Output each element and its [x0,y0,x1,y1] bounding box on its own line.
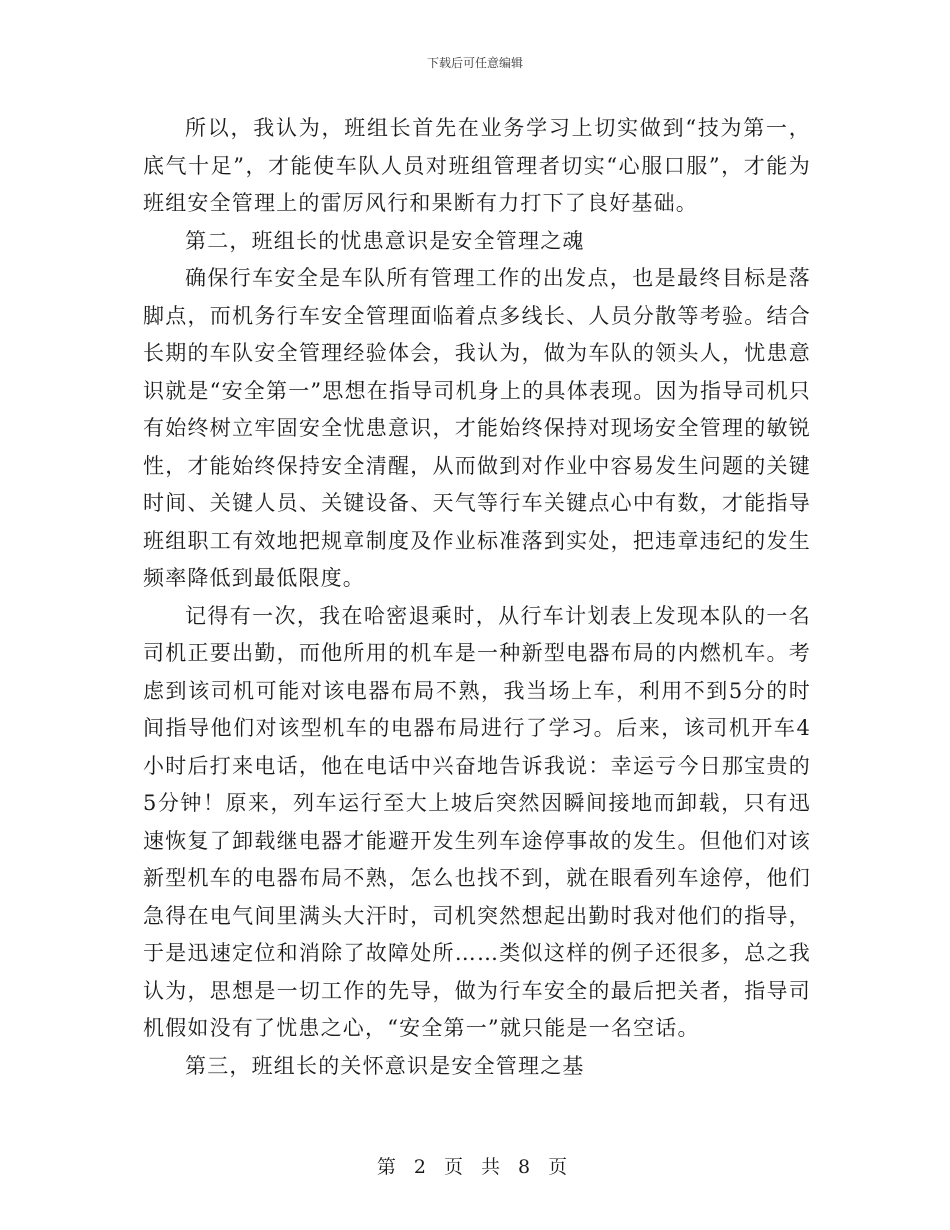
page-footer: 第 2 页 共 8 页 [376,1156,574,1178]
document-body [143,110,811,1085]
paragraph-conclusion: 所以，我认为，班组长首先在业务学习上切实做到“技为第一，底气十足”，才能使车队人员对班组管理者切实“心服口服”，才能为班组安全管理上的雷厉风行和果断有力打下了良好基础。 [143,116,811,215]
paragraph-safety-awareness: 确保行车安全是车队所有管理工作的出发点，也是最终目标是落脚点，而机务行车安全管理面临着点多线长、人员分散等考验。结合长期的车队安全管理经验体会，我认为，做为车队的领头人，忧患意识就是“安全第一”思想在指导司机身上的具体表现。因为指导司机只有始终树立牢固安全忧患意识，才能始终保持对现场安全管理的敏锐性，才能始终保持安全清醒，从而做到对作业中容易发生问题的关键时间、关键人员、关键设备、天气等行车关键点心中有数，才能指导班组职工有效地把规章制度及作业标准落到实处，把违章违纪的发生频率降低到最低限度。 [143,266,811,590]
section-heading-2: 第二，班组长的忧患意识是安全管理之魂 [185,228,585,253]
page-header: 下载后可任意编辑 [426,56,523,70]
section-heading-3: 第三，班组长的关怀意识是安全管理之基 [185,1053,585,1078]
paragraph-hami-story: 记得有一次，我在哈密退乘时，从行车计划表上发现本队的一名司机正要出勤，而他所用的机车是一种新型电器布局的内燃机车。考虑到该司机可能对该电器布局不熟，我当场上车，利用不到5分的时间指导他们对该型机车的电器布局进行了学习。后来，该司机开车4小时后打来电话，他在电话中兴奋地告诉我说：幸运亏今日那宝贵的5分钟！原来，列车运行至大上坡后突然因瞬间接地而卸载，只有迅速恢复了卸载继电器才能避开发生列车途停事故的发生。但他们对该新型机车的电器布局不熟，怎么也找不到，就在眼看列车途停，他们急得在电气间里满头大汗时，司机突然想起出勤时我对他们的指导，于是迅速定位和消除了故障处所……类似这样的例子还很多，总之我认为，思想是一切工作的先导，做为行车安全的最后把关者，指导司机假如没有了忧患之心，“安全第一”就只能是一名空话。 [143,603,811,1040]
